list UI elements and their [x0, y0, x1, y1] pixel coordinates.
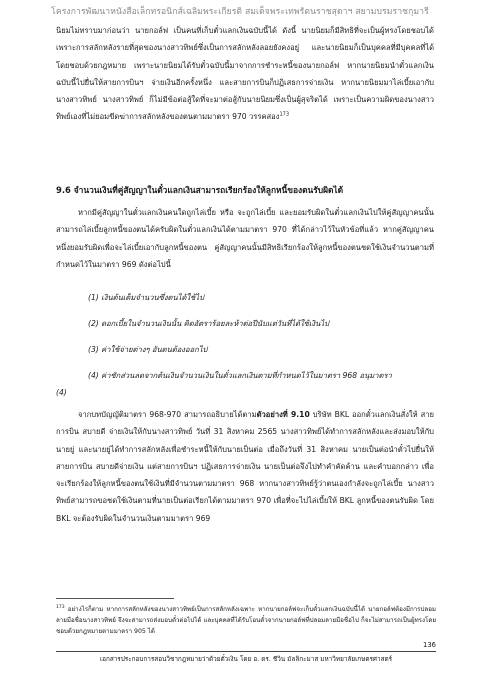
footnote-divider — [56, 598, 174, 599]
page-number: 136 — [423, 641, 436, 649]
paragraph-3-body: บริษัท BKL ออกตั๋วแลกเงินสั่งให้ สายการบิน สบายดี จ่ายเงินให้กับนางสาวทิพย์ วันที่ 31 สิงหาคม 2565 นางสาวทิพย์ได้ทำการสลักหลังและส่งมอบให้กับนายยู่ และนายยู่ได้ทำการสลักหลังเพื่อชำระหนี้ให้กับนายเป็นต่อ เมื่อถึงวันที่ 31 สิงหาคม นายเป็นต่อนำตั๋วไปยื่นให้สายการบิน สบายดีจ่ายเงิน แต่สายการบินฯ ปฏิเสธการจ่ายเงิน นายเป็นต่อจึงไปทำคำคัดค้าน และคำบอกกล่าว เพื่อจะเรียกร้องให้ลูกหนี้ของตนใช้เงินที่มีจำนวนตามมาตรา 968 หากนางสาวทิพย์รู้ว่าตนเองกำลังจะถูกไล่เบี้ย นางสาวทิพย์สามารถขอชดใช้เงินตามที่นายเป็นต่อเรียกได้ตามมาตรา 970 เพื่อที่จะไปไล่เบี้ยให้ BKL ลูกหนี้ของตนรับผิด โดย BKL จะต้องรับผิดในจำนวนเงินตามมาตรา 969 — [56, 410, 434, 523]
paragraph-1-text: นิยมไม่ทราบมาก่อนว่า นายกอล์ฟ เป็นคนที่เก็บตั๋วแลกเงินฉบับนี้ได้ ดังนี้ นายนิยมก็มีสิทธิที่จะเป็นผู้ทรงโดยชอบได้ เพราะการสลักหลังรายที่สุดของนางสาวทิพย์ซึ่งเป็นการสลักหลังลอยยังคงอยู่ และนายนิยมก็เป็นบุคคลที่มีบุคคลที่ได้โดยชอบด้วยกฎหมาย เพราะนายนิยมได้รับตั๋วฉบับนี้มาจากการชำระหนี้ของนายกอล์ฟ หากนายนิยมนำตั๋วแลกเงินฉบับนี้ไปยื่นให้สายการบินฯ จ่ายเงินอีกครั้งหนึ่ง และสายการบินก็ปฏิเสธการจ่ายเงิน หากนายนิยมมาไล่เบี้ยเอากับนางสาวทิพย์ นางสาวทิพย์ ก็ไม่มีข้อต่อสู้ใดที่จะมาต่อสู้กับนายนิยมซึ่งเป็นผู้สุจริตได้ เพราะเป็นความผิดของนางสาวทิพย์เองที่ไม่ยอมขีดฆ่าการสลักหลังของตนตามมาตรา 970 วรรคสอง — [56, 26, 434, 122]
page-header: โครงการพัฒนาหนังสือเล็กทรอนิกส์เฉลิมพระเกียรติ สมเด็จพระเทพรัตนราชสุดาฯ สยามบรมราชกุมารี — [51, 7, 429, 17]
example-label: ตัวอย่างที่ 9.10 — [256, 410, 310, 419]
footnote-reference[interactable]: 173 — [279, 111, 289, 118]
page-footer: เอกสารประกอบการสอนวิชากฎหมายว่าด้วยตั๋วเงิน โดย อ. ดร. ชีวิน มัลลิกะมาส มหาวิทยาลัยเกษตรศาสตร์ — [99, 655, 393, 663]
paragraph-2: หากมีคู่สัญญาในตั๋วแลกเงินคนใดถูกไล่เบี้ย หรือ จะถูกไล่เบี้ย และยอมรับผิดในตั๋วแลกเงินไปให้คู่สัญญาคนนั้นสามารถไล่เบี้ยลูกหนี้ของตนได้ครับผิดในตั๋วแลกเงินได้ตามมาตรา 970 ที่ได้กล่าวไว้ในหัวข้อที่แล้ว หากคู่สัญญาคนหนึ่งยอมรับผิดเพื่อจะไล่เบี้ยเอากับลูกหนี้ของตน คู่สัญญาคนนั้นมีสิทธิเรียกร้องให้ลูกหนี้ของตนชดใช้เงินจำนวนตามที่กำหนดไว้ในมาตรา 969 ดังต่อไปนี้ — [56, 208, 434, 269]
paragraph-1 — [56, 22, 434, 126]
footnote-number: 173 — [56, 604, 65, 610]
paragraph-3 — [56, 406, 434, 527]
list-item: (1) เงินต้นเต็มจำนวนซึ่งตนได้ใช้ไป — [88, 293, 204, 302]
paragraph-3-lead: จากบทบัญญัติมาตรา 968-970 สามารถอธิบายได้ตาม — [78, 410, 257, 419]
list-item-continuation: (4) — [56, 388, 67, 397]
list-item: (2) ดอกเบี้ยในจำนวนเงินนั้น คิดอัตราร้อยละห้าต่อปีนับแต่วันที่ได้ใช้เงินไป — [88, 319, 329, 328]
list-item: (4) ค่าชักส่วนลดจากต้นเงินจำนวนเงินในตั๋วแลกเงินตามที่กำหนดไว้ในมาตรา 968 อนุมาตรา — [88, 371, 392, 380]
footnote — [56, 604, 436, 637]
footer-divider — [56, 651, 436, 652]
section-heading: 9.6 จำนวนเงินที่คู่สัญญาในตั๋วแลกเงินสามารถเรียกร้องให้ลูกหนี้ของตนรับผิดได้ — [56, 185, 344, 195]
footnote-text: อย่างไรก็ตาม หากการสลักหลังของนางสาวทิพย์เป็นการสลักหลังเฉพาะ หากนายกอล์ฟจะเก็บตั๋วแลกเงินฉบับนี้ได้ นายกอล์ฟต้องมีการปลอมลายมือชื่อนางสาวทิพย์ จึงจะสามารถส่งมอบตั๋วต่อไปได้ และบุคคลที่ได้รับโอนตั๋วจากนายกอล์ฟที่ปลอมลายมือชื่อไป ก็จะไม่สามารถเป็นผู้ทรงโดยชอบด้วยกฎหมายตามมาตรา 905 ได้ — [56, 606, 436, 635]
list-item: (3) ค่าใช้จ่ายต่างๆ อันตนต้องออกไป — [88, 345, 208, 354]
